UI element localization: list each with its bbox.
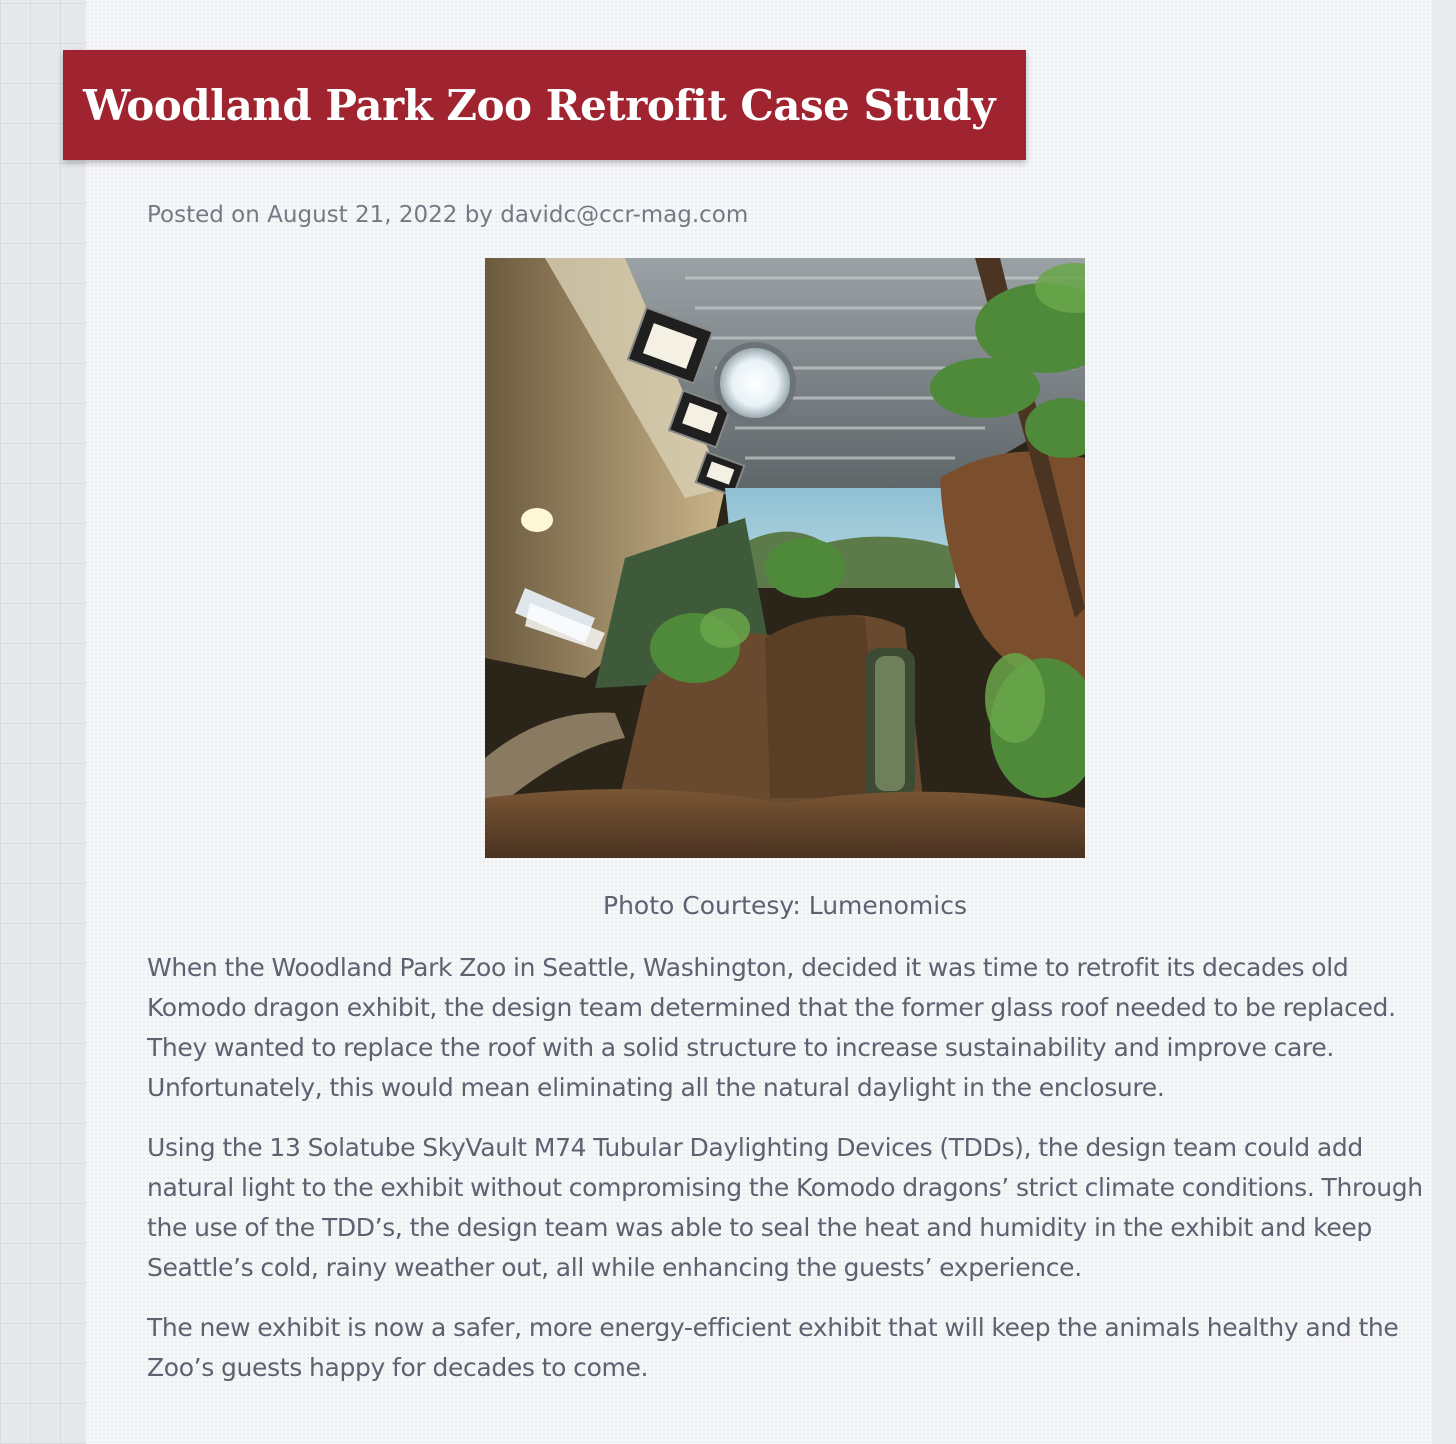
- meta-prefix: Posted on: [147, 202, 268, 228]
- article-body: [147, 948, 1427, 1408]
- post-author-link[interactable]: davidc@ccr-mag.com: [500, 202, 749, 228]
- background-blueprint: [0, 0, 90, 1444]
- meta-by: by: [457, 202, 501, 228]
- post-title: Woodland Park Zoo Retrofit Case Study: [83, 80, 996, 130]
- post-meta: [147, 202, 748, 228]
- exhibit-photo-illustration: [485, 258, 1085, 858]
- photo-caption: Photo Courtesy: Lumenomics: [603, 891, 967, 920]
- background-right-edge: [1432, 0, 1456, 1444]
- article-paragraph: The new exhibit is now a safer, more energy-efficient exhibit that will keep the animals healthy and the Zoo’s guests happy for decades to come.: [147, 1313, 1399, 1382]
- exhibit-photo: [485, 258, 1085, 858]
- title-banner: [63, 50, 1026, 160]
- post-date-link[interactable]: August 21, 2022: [267, 202, 458, 228]
- article-paragraph: When the Woodland Park Zoo in Seattle, Washington, decided it was time to retrofit its decades old Komodo dragon exhibit, the design team determined that the former glass roof needed to be replaced. They wanted to replace the roof with a solid structure to increase sustainability and improve care. Unfortunately, this would mean eliminating all the natural daylight in the enclosure.: [147, 953, 1396, 1102]
- article-paragraph: Using the 13 Solatube SkyVault M74 Tubular Daylighting Devices (TDDs), the design team could add natural light to the exhibit without compromising the Komodo dragons’ strict climate conditions. Through the use of the TDD’s, the design team was able to seal the heat and humidity in the exhibit and keep Seattle’s cold, rainy weather out, all while enhancing the guests’ experience.: [147, 1133, 1423, 1282]
